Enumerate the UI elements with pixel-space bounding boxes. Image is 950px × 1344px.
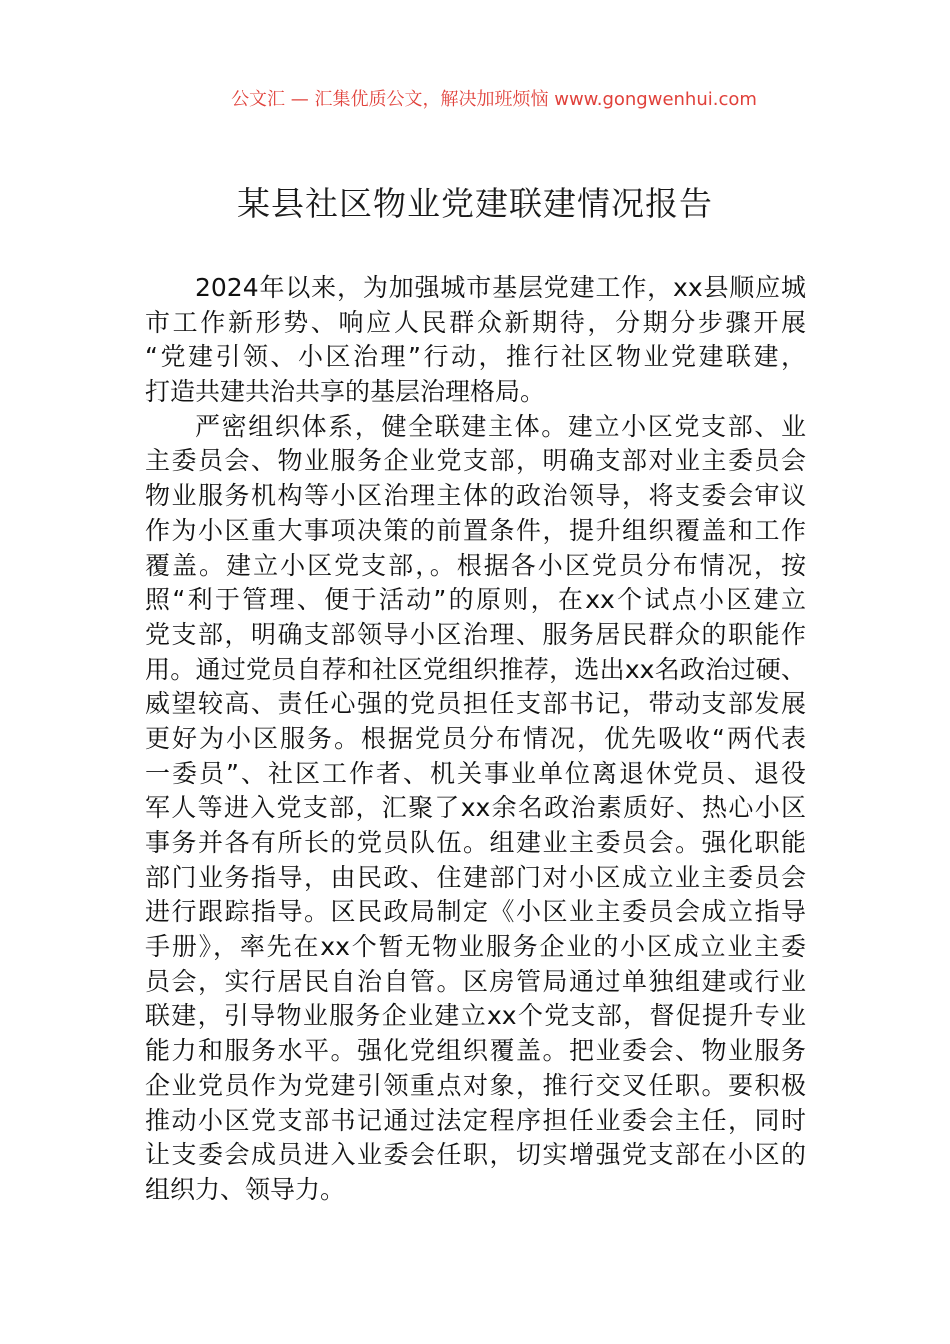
paragraph-line: 企业党员作为党建引领重点对象，推行交叉任职。要积极 [145, 1070, 806, 1100]
paragraph [145, 410, 806, 1208]
paragraph-line: 威望较高、责任心强的党员担任支部书记，带动支部发展 [145, 689, 806, 719]
paragraph-line: 物业服务机构等小区治理主体的政治领导，将支委会审议 [145, 481, 806, 511]
paragraph-line: 进行跟踪指导。区民政局制定《小区业主委员会成立指导 [145, 897, 806, 927]
paragraph-line: “党建引领、小区治理”行动，推行社区物业党建联建， [145, 342, 806, 372]
paragraph-line: 严密组织体系，健全联建主体。建立小区党支部、业 [195, 411, 806, 441]
paragraph-line: 手册》，率先在xx个暂无物业服务企业的小区成立业主委 [145, 932, 806, 962]
paragraph-line: 联建，引导物业服务企业建立xx个党支部，督促提升专业 [145, 1001, 806, 1031]
paragraph-line: 覆盖。建立小区党支部，。根据各小区党员分布情况，按 [145, 550, 806, 580]
paragraph-line: 用。通过党员自荐和社区党组织推荐，选出xx名政治过硬、 [145, 654, 806, 684]
paragraph-line: 主委员会、物业服务企业党支部，明确支部对业主委员会 [145, 446, 806, 476]
paragraph-line: 部门业务指导，由民政、住建部门对小区成立业主委员会 [145, 862, 806, 892]
paragraph-line: 打造共建共治共享的基层治理格局。 [145, 377, 546, 407]
paragraph-line: 员会，实行居民自治自管。区房管局通过单独组建或行业 [145, 966, 806, 996]
watermark-header: 公文汇 — 汇集优质公文，解决加班烦恼 www.gongwenhui.com [231, 89, 757, 110]
paragraph-line: 作为小区重大事项决策的前置条件，提升组织覆盖和工作 [145, 515, 806, 545]
paragraph-line: 更好为小区服务。根据党员分布情况，优先吸收“两代表 [145, 723, 806, 753]
document-title: 某县社区物业党建联建情况报告 [237, 184, 713, 223]
paragraph-line: 2024年以来，为加强城市基层党建工作，xx县顺应城 [195, 273, 806, 302]
paragraph-line: 市工作新形势、响应人民群众新期待，分期分步骤开展 [145, 307, 806, 337]
paragraph-line: 推动小区党支部书记通过法定程序担任业委会主任，同时 [145, 1105, 806, 1135]
paragraph-line: 能力和服务水平。强化党组织覆盖。把业委会、物业服务 [145, 1036, 806, 1066]
document-body [145, 271, 806, 1208]
paragraph-line: 事务并各有所长的党员队伍。组建业主委员会。强化职能 [145, 828, 806, 857]
paragraph-line: 党支部，明确支部领导小区治理、服务居民群众的职能作 [145, 619, 806, 649]
paragraph-line: 一委员”、社区工作者、机关事业单位离退休党员、退役 [145, 758, 806, 788]
paragraph-line: 照“利于管理、便于活动”的原则，在xx个试点小区建立 [145, 585, 806, 615]
paragraph-line: 组织力、领导力。 [145, 1174, 346, 1204]
paragraph-line: 让支委会成员进入业委会任职，切实增强党支部在小区的 [145, 1140, 806, 1170]
paragraph [145, 271, 806, 410]
paragraph-line: 军人等进入党支部，汇聚了xx余名政治素质好、热心小区 [145, 793, 806, 823]
